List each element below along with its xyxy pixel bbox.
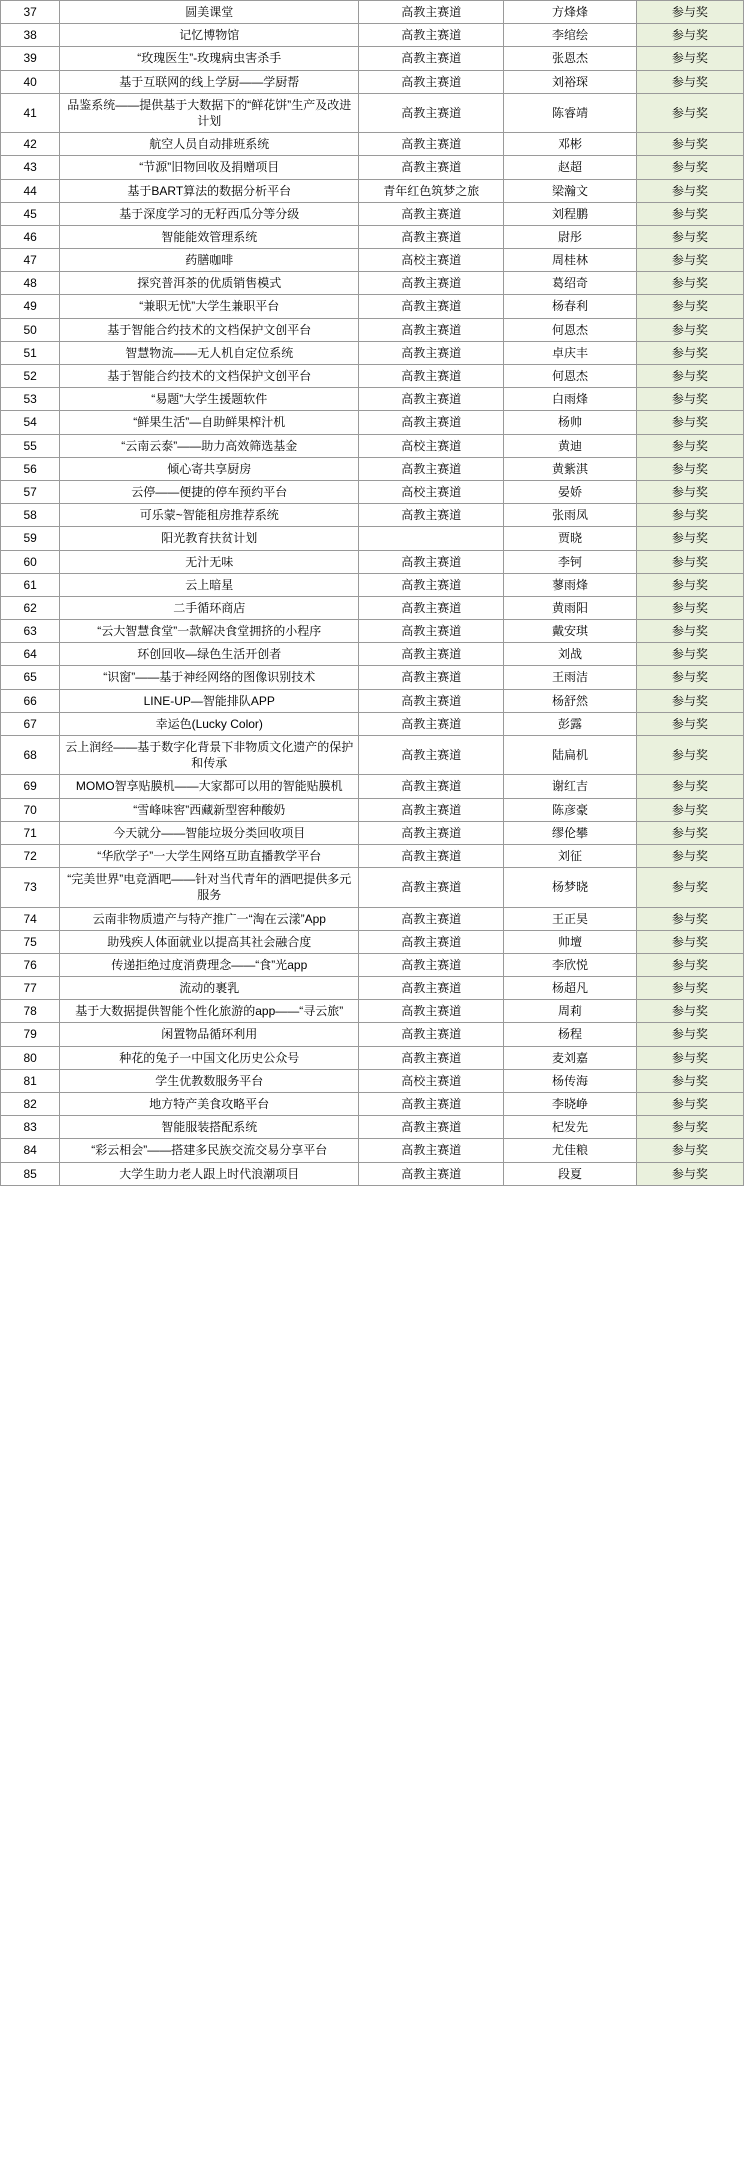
row-number: 39 (1, 47, 60, 70)
award-label: 参与奖 (636, 457, 743, 480)
project-name: 闲置物品循环利用 (60, 1023, 359, 1046)
person-name: 张恩杰 (504, 47, 636, 70)
track-name: 高教主赛道 (359, 1093, 504, 1116)
award-label: 参与奖 (636, 527, 743, 550)
project-name: “易题”大学生援题软件 (60, 388, 359, 411)
award-label: 参与奖 (636, 573, 743, 596)
table-row (1, 1069, 744, 1092)
person-name: 段夏 (504, 1162, 636, 1185)
person-name: 方烽烽 (504, 1, 636, 24)
person-name: 何恩杰 (504, 365, 636, 388)
track-name: 高教主赛道 (359, 411, 504, 434)
award-label: 参与奖 (636, 844, 743, 867)
track-name: 高校主赛道 (359, 1069, 504, 1092)
person-name: 杨传海 (504, 1069, 636, 1092)
table-row (1, 1000, 744, 1023)
track-name: 高校主赛道 (359, 249, 504, 272)
row-number: 81 (1, 1069, 60, 1092)
row-number: 51 (1, 341, 60, 364)
row-number: 38 (1, 24, 60, 47)
track-name: 高教主赛道 (359, 689, 504, 712)
row-number: 45 (1, 202, 60, 225)
table-row (1, 24, 744, 47)
table-row (1, 434, 744, 457)
project-name: 云上暗星 (60, 573, 359, 596)
track-name: 高教主赛道 (359, 202, 504, 225)
person-name: 麦刘嘉 (504, 1046, 636, 1069)
track-name: 高教主赛道 (359, 907, 504, 930)
row-number: 48 (1, 272, 60, 295)
project-name: 传递拒绝过度消费理念——“食”光app (60, 953, 359, 976)
project-name: 品鉴系统——提供基于大数据下的“鲜花饼”生产及改进计划 (60, 93, 359, 132)
award-label: 参与奖 (636, 480, 743, 503)
table-row (1, 573, 744, 596)
person-name: 李晓峥 (504, 1093, 636, 1116)
table-row (1, 388, 744, 411)
award-label: 参与奖 (636, 550, 743, 573)
person-name: 周莉 (504, 1000, 636, 1023)
row-number: 44 (1, 179, 60, 202)
project-name: 云南非物质遗产与特产推广一“淘在云漾”App (60, 907, 359, 930)
row-number: 77 (1, 977, 60, 1000)
table-row (1, 480, 744, 503)
table-row (1, 341, 744, 364)
person-name: 李欣悦 (504, 953, 636, 976)
track-name: 高教主赛道 (359, 93, 504, 132)
row-number: 67 (1, 712, 60, 735)
project-name: 大学生助力老人跟上时代浪潮项目 (60, 1162, 359, 1185)
track-name: 高教主赛道 (359, 388, 504, 411)
track-name: 高教主赛道 (359, 775, 504, 798)
award-label: 参与奖 (636, 365, 743, 388)
table-row (1, 953, 744, 976)
person-name: 刘战 (504, 643, 636, 666)
project-name: “节源”旧物回收及捐赠项目 (60, 156, 359, 179)
award-label: 参与奖 (636, 775, 743, 798)
person-name: 邓彬 (504, 133, 636, 156)
project-name: “云南云泰”——助力高效筛选基金 (60, 434, 359, 457)
table-row (1, 930, 744, 953)
table-row (1, 156, 744, 179)
person-name: 杨帅 (504, 411, 636, 434)
person-name: 杨春利 (504, 295, 636, 318)
track-name: 高教主赛道 (359, 736, 504, 775)
award-label: 参与奖 (636, 1046, 743, 1069)
project-name: 今天就分——智能垃圾分类回收项目 (60, 821, 359, 844)
award-label: 参与奖 (636, 93, 743, 132)
table-row (1, 712, 744, 735)
track-name: 高教主赛道 (359, 1046, 504, 1069)
row-number: 43 (1, 156, 60, 179)
person-name: 帅壇 (504, 930, 636, 953)
table-row (1, 225, 744, 248)
person-name: 陈彦豪 (504, 798, 636, 821)
award-label: 参与奖 (636, 225, 743, 248)
person-name: 黄紫淇 (504, 457, 636, 480)
project-name: 幸运色(Lucky Color) (60, 712, 359, 735)
award-label: 参与奖 (636, 666, 743, 689)
track-name: 高教主赛道 (359, 666, 504, 689)
track-name: 高教主赛道 (359, 868, 504, 907)
award-label: 参与奖 (636, 249, 743, 272)
person-name: 梁瀚文 (504, 179, 636, 202)
row-number: 65 (1, 666, 60, 689)
person-name: 李绾绘 (504, 24, 636, 47)
table-row (1, 1023, 744, 1046)
project-name: “云大智慧食堂”一款解决食堂拥挤的小程序 (60, 620, 359, 643)
table-row (1, 70, 744, 93)
person-name: 杨超凡 (504, 977, 636, 1000)
award-label: 参与奖 (636, 202, 743, 225)
person-name: 刘程鹏 (504, 202, 636, 225)
row-number: 53 (1, 388, 60, 411)
row-number: 66 (1, 689, 60, 712)
person-name: 杨程 (504, 1023, 636, 1046)
row-number: 57 (1, 480, 60, 503)
person-name: 黄迪 (504, 434, 636, 457)
row-number: 60 (1, 550, 60, 573)
person-name: 张雨凤 (504, 504, 636, 527)
table-row (1, 365, 744, 388)
award-label: 参与奖 (636, 1093, 743, 1116)
project-name: 可乐蒙~智能租房推荐系统 (60, 504, 359, 527)
track-name: 高教主赛道 (359, 844, 504, 867)
row-number: 41 (1, 93, 60, 132)
track-name: 高教主赛道 (359, 596, 504, 619)
row-number: 40 (1, 70, 60, 93)
row-number: 46 (1, 225, 60, 248)
table-row (1, 550, 744, 573)
table-row (1, 1046, 744, 1069)
person-name: 戴安琪 (504, 620, 636, 643)
track-name: 高教主赛道 (359, 295, 504, 318)
project-name: 种花的兔子一中国文化历史公众号 (60, 1046, 359, 1069)
row-number: 58 (1, 504, 60, 527)
project-name: “鲜果生活”—自助鲜果榨汁机 (60, 411, 359, 434)
track-name: 高教主赛道 (359, 225, 504, 248)
table-row (1, 1, 744, 24)
project-name: “玫瑰医生”-玫瑰病虫害杀手 (60, 47, 359, 70)
track-name: 高教主赛道 (359, 953, 504, 976)
project-name: 学生优教数服务平台 (60, 1069, 359, 1092)
project-name: “华欣学子”一大学生网络互助直播教学平台 (60, 844, 359, 867)
person-name: 晏娇 (504, 480, 636, 503)
person-name: 陆扁机 (504, 736, 636, 775)
table-row (1, 249, 744, 272)
track-name: 高教主赛道 (359, 24, 504, 47)
project-name: 记忆博物馆 (60, 24, 359, 47)
person-name: 葛绍奇 (504, 272, 636, 295)
award-label: 参与奖 (636, 156, 743, 179)
track-name: 高教主赛道 (359, 550, 504, 573)
row-number: 74 (1, 907, 60, 930)
row-number: 71 (1, 821, 60, 844)
row-number: 70 (1, 798, 60, 821)
track-name: 高教主赛道 (359, 457, 504, 480)
project-name: 智慧物流——无人机自定位系统 (60, 341, 359, 364)
table-row (1, 775, 744, 798)
table-row (1, 295, 744, 318)
project-name: “识窗”——基于神经网络的图像识别技术 (60, 666, 359, 689)
person-name: 彭露 (504, 712, 636, 735)
table-row (1, 977, 744, 1000)
table-row (1, 798, 744, 821)
person-name: 白雨烽 (504, 388, 636, 411)
row-number: 64 (1, 643, 60, 666)
project-name: 智能服装搭配系统 (60, 1116, 359, 1139)
track-name: 高教主赛道 (359, 712, 504, 735)
project-name: 基于互联网的线上学厨——学厨帮 (60, 70, 359, 93)
row-number: 73 (1, 868, 60, 907)
project-name: 智能能效管理系统 (60, 225, 359, 248)
project-name: 无汁无味 (60, 550, 359, 573)
project-name: 阳光教育扶贫计划 (60, 527, 359, 550)
person-name: 何恩杰 (504, 318, 636, 341)
track-name: 高教主赛道 (359, 70, 504, 93)
person-name: 刘征 (504, 844, 636, 867)
row-number: 50 (1, 318, 60, 341)
award-label: 参与奖 (636, 272, 743, 295)
table-row (1, 202, 744, 225)
person-name: 陈睿靖 (504, 93, 636, 132)
track-name: 高校主赛道 (359, 434, 504, 457)
award-label: 参与奖 (636, 977, 743, 1000)
table-row (1, 1093, 744, 1116)
award-label: 参与奖 (636, 1162, 743, 1185)
table-row (1, 457, 744, 480)
table-row (1, 1162, 744, 1185)
project-name: MOMO智享贴膜机——大家都可以用的智能贴膜机 (60, 775, 359, 798)
person-name: 杞发先 (504, 1116, 636, 1139)
project-name: 地方特产美食攻略平台 (60, 1093, 359, 1116)
award-label: 参与奖 (636, 179, 743, 202)
track-name: 高教主赛道 (359, 573, 504, 596)
track-name: 高教主赛道 (359, 643, 504, 666)
award-label: 参与奖 (636, 620, 743, 643)
table-row (1, 736, 744, 775)
project-name: 环创回收—绿色生活开创者 (60, 643, 359, 666)
project-name: 圆美课堂 (60, 1, 359, 24)
award-label: 参与奖 (636, 295, 743, 318)
row-number: 61 (1, 573, 60, 596)
award-label: 参与奖 (636, 24, 743, 47)
row-number: 80 (1, 1046, 60, 1069)
table-row (1, 821, 744, 844)
project-name: 基于深度学习的无籽西瓜分等分级 (60, 202, 359, 225)
award-label: 参与奖 (636, 47, 743, 70)
project-name: “完美世界”电竞酒吧——针对当代青年的酒吧提供多元服务 (60, 868, 359, 907)
award-label: 参与奖 (636, 1023, 743, 1046)
track-name: 高教主赛道 (359, 365, 504, 388)
person-name: 卓庆丰 (504, 341, 636, 364)
table-row (1, 47, 744, 70)
row-number: 76 (1, 953, 60, 976)
award-label: 参与奖 (636, 953, 743, 976)
table-row (1, 596, 744, 619)
award-label: 参与奖 (636, 318, 743, 341)
person-name: 贾晓 (504, 527, 636, 550)
project-name: 二手循环商店 (60, 596, 359, 619)
track-name: 高教主赛道 (359, 1023, 504, 1046)
person-name: 李钶 (504, 550, 636, 573)
table-row (1, 666, 744, 689)
table-row (1, 411, 744, 434)
award-label: 参与奖 (636, 712, 743, 735)
track-name: 高教主赛道 (359, 1, 504, 24)
row-number: 83 (1, 1116, 60, 1139)
row-number: 72 (1, 844, 60, 867)
person-name: 杨梦晓 (504, 868, 636, 907)
award-label: 参与奖 (636, 434, 743, 457)
award-label: 参与奖 (636, 643, 743, 666)
award-label: 参与奖 (636, 1116, 743, 1139)
track-name: 高教主赛道 (359, 1000, 504, 1023)
track-name: 高教主赛道 (359, 156, 504, 179)
award-label: 参与奖 (636, 868, 743, 907)
row-number: 78 (1, 1000, 60, 1023)
track-name: 高教主赛道 (359, 930, 504, 953)
table-row (1, 504, 744, 527)
track-name: 高教主赛道 (359, 133, 504, 156)
award-label: 参与奖 (636, 821, 743, 844)
table-row (1, 318, 744, 341)
award-label: 参与奖 (636, 411, 743, 434)
project-name: 助残疾人体面就业以提高其社会融合度 (60, 930, 359, 953)
award-label: 参与奖 (636, 596, 743, 619)
table-row (1, 179, 744, 202)
track-name: 高教主赛道 (359, 318, 504, 341)
person-name: 尉彤 (504, 225, 636, 248)
row-number: 84 (1, 1139, 60, 1162)
project-name: 探究普洱茶的优质销售模式 (60, 272, 359, 295)
award-label: 参与奖 (636, 133, 743, 156)
award-label: 参与奖 (636, 504, 743, 527)
row-number: 85 (1, 1162, 60, 1185)
award-label: 参与奖 (636, 689, 743, 712)
award-label: 参与奖 (636, 1069, 743, 1092)
row-number: 52 (1, 365, 60, 388)
award-label: 参与奖 (636, 1000, 743, 1023)
row-number: 55 (1, 434, 60, 457)
table-row (1, 868, 744, 907)
track-name: 高教主赛道 (359, 798, 504, 821)
track-name: 高教主赛道 (359, 1116, 504, 1139)
project-name: 倾心寄共享厨房 (60, 457, 359, 480)
project-name: 云上润经——基于数字化背景下非物质文化遗产的保护和传承 (60, 736, 359, 775)
project-name: 基于智能合约技术的文档保护文创平台 (60, 365, 359, 388)
person-name: 刘裕琛 (504, 70, 636, 93)
award-label: 参与奖 (636, 388, 743, 411)
track-name: 高校主赛道 (359, 480, 504, 503)
track-name: 青年红色筑梦之旅 (359, 179, 504, 202)
track-name: 高教主赛道 (359, 341, 504, 364)
award-label: 参与奖 (636, 736, 743, 775)
award-label: 参与奖 (636, 930, 743, 953)
person-name: 王雨洁 (504, 666, 636, 689)
table-row (1, 272, 744, 295)
person-name: 蓼雨烽 (504, 573, 636, 596)
track-name: 高教主赛道 (359, 1162, 504, 1185)
project-name: 云停——便捷的停车预约平台 (60, 480, 359, 503)
table-row (1, 620, 744, 643)
person-name: 周桂林 (504, 249, 636, 272)
person-name: 黄雨阳 (504, 596, 636, 619)
row-number: 82 (1, 1093, 60, 1116)
project-name: 基于BART算法的数据分析平台 (60, 179, 359, 202)
project-name: “雪峰味窖”西藏新型窖种酸奶 (60, 798, 359, 821)
table-row (1, 689, 744, 712)
row-number: 63 (1, 620, 60, 643)
person-name: 赵超 (504, 156, 636, 179)
row-number: 42 (1, 133, 60, 156)
table-row (1, 907, 744, 930)
person-name: 缪伦攀 (504, 821, 636, 844)
person-name: 王正昊 (504, 907, 636, 930)
row-number: 59 (1, 527, 60, 550)
table-row (1, 133, 744, 156)
award-label: 参与奖 (636, 70, 743, 93)
track-name: 高教主赛道 (359, 1139, 504, 1162)
track-name (359, 527, 504, 550)
person-name: 杨舒然 (504, 689, 636, 712)
project-name: 基于大数据提供智能个性化旅游的app——“寻云旅” (60, 1000, 359, 1023)
project-name: 药膳咖啡 (60, 249, 359, 272)
row-number: 37 (1, 1, 60, 24)
row-number: 56 (1, 457, 60, 480)
track-name: 高教主赛道 (359, 47, 504, 70)
table-row (1, 844, 744, 867)
row-number: 62 (1, 596, 60, 619)
table-row (1, 1139, 744, 1162)
row-number: 68 (1, 736, 60, 775)
award-label: 参与奖 (636, 341, 743, 364)
row-number: 54 (1, 411, 60, 434)
track-name: 高教主赛道 (359, 620, 504, 643)
table-row (1, 527, 744, 550)
project-name: “兼职无忧”大学生兼职平台 (60, 295, 359, 318)
award-label: 参与奖 (636, 798, 743, 821)
table-row (1, 643, 744, 666)
award-label: 参与奖 (636, 1139, 743, 1162)
track-name: 高教主赛道 (359, 977, 504, 1000)
track-name: 高教主赛道 (359, 272, 504, 295)
project-name: 基于智能合约技术的文档保护文创平台 (60, 318, 359, 341)
row-number: 49 (1, 295, 60, 318)
person-name: 尤佳粮 (504, 1139, 636, 1162)
project-name: “彩云相会”——搭建多民族交流交易分享平台 (60, 1139, 359, 1162)
table-row (1, 93, 744, 132)
table-body (1, 1, 744, 1186)
row-number: 75 (1, 930, 60, 953)
row-number: 79 (1, 1023, 60, 1046)
award-label: 参与奖 (636, 907, 743, 930)
award-label: 参与奖 (636, 1, 743, 24)
table-row (1, 1116, 744, 1139)
project-name: 流动的裹乳 (60, 977, 359, 1000)
track-name: 高教主赛道 (359, 504, 504, 527)
row-number: 69 (1, 775, 60, 798)
project-name: LINE-UP—智能排队APP (60, 689, 359, 712)
row-number: 47 (1, 249, 60, 272)
project-name: 航空人员自动排班系统 (60, 133, 359, 156)
track-name: 高教主赛道 (359, 821, 504, 844)
person-name: 谢红吉 (504, 775, 636, 798)
